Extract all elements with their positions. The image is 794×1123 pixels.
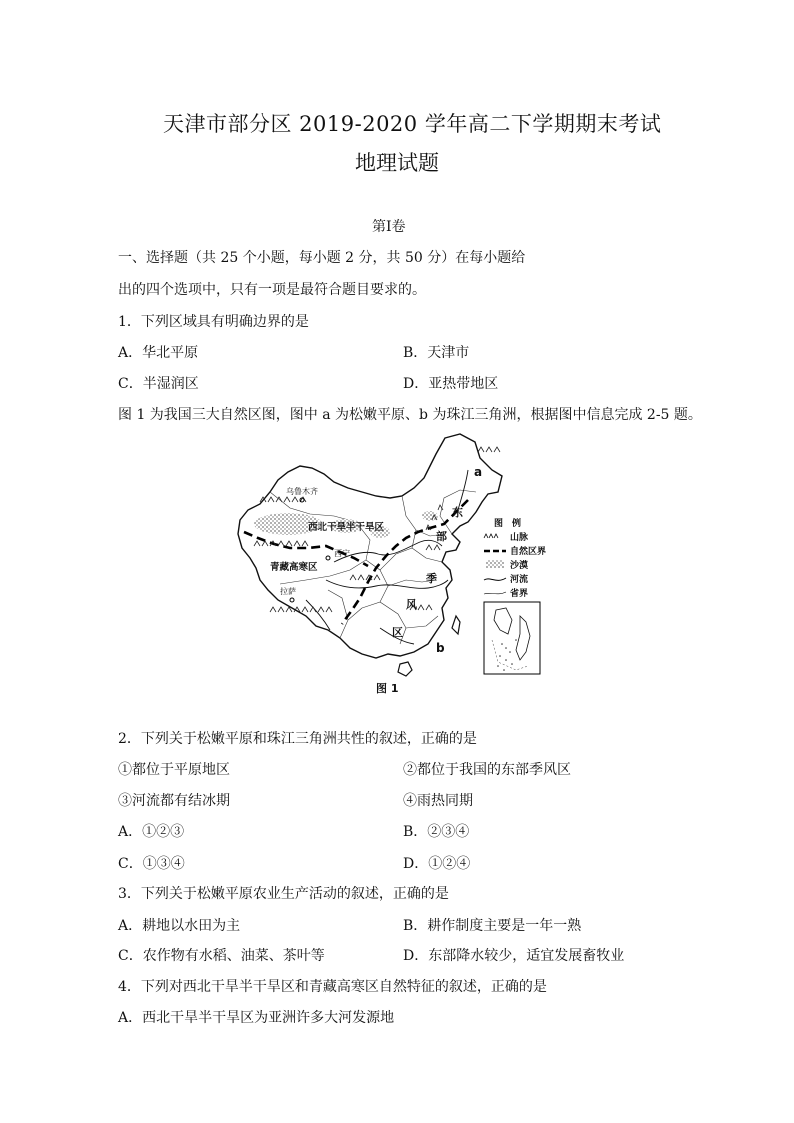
q4-stem: 4．下列对西北干旱半干旱区和青藏高寒区自然特征的叙述，正确的是: [118, 979, 547, 995]
label-east-1: 东: [452, 506, 463, 519]
q1-option-c: C．半湿润区: [118, 376, 199, 392]
q1-option-a: A．华北平原: [118, 345, 199, 361]
q2-statement-4: ④雨热同期: [403, 793, 473, 809]
china-natural-regions-map: [230, 430, 560, 698]
label-point-b: b: [436, 641, 445, 655]
instructions-line-1: 一、选择题（共 25 个小题，每小题 2 分，共 50 分）在每小题给: [118, 250, 526, 266]
subject-title: 地理试题: [355, 151, 439, 175]
figure-intro: 图 1 为我国三大自然区图，图中 a 为松嫩平原、b 为珠江三角洲，根据图中信息完成 2-5 题。: [118, 407, 702, 423]
q3-option-c: C．农作物有水稻、油菜、茶叶等: [118, 948, 325, 964]
q3-option-b: B．耕作制度主要是一年一熟: [403, 918, 582, 934]
map-legend: [484, 517, 546, 599]
lhasa-marker: [290, 598, 294, 602]
q2-statement-2: ②都位于我国的东部季风区: [403, 762, 571, 778]
legend-river: 河流: [510, 575, 529, 585]
volume-label: 第Ⅰ卷: [372, 219, 406, 235]
q1-option-d: D．亚热带地区: [403, 376, 499, 392]
legend-mountain-symbol: [484, 534, 498, 538]
label-east-2: 部: [436, 530, 447, 543]
label-northwest-region: 西北干旱半干旱区: [308, 522, 385, 533]
exam-title: 天津市部分区 2019-2020 学年高二下学期期末考试: [163, 112, 662, 136]
label-xining: 西宁: [334, 549, 350, 558]
legend-boundary: 自然区界: [510, 547, 547, 557]
label-qingzang-region: 青藏高寒区: [270, 562, 318, 573]
legend-river-symbol: [484, 578, 506, 580]
legend-title: 图 例: [494, 519, 522, 529]
legend-mountain: 山脉: [510, 533, 529, 543]
q2-option-c: C．①③④: [118, 856, 185, 872]
legend-province-symbol: [484, 592, 506, 594]
label-east-3: 季: [426, 572, 437, 585]
q3-stem: 3．下列关于松嫩平原农业生产活动的叙述，正确的是: [118, 886, 449, 902]
horqin-desert: [422, 511, 438, 521]
q1-option-b: B．天津市: [403, 345, 470, 361]
legend-desert: 沙漠: [510, 561, 529, 571]
taiwan-island: [452, 616, 460, 634]
q4-option-a: A．西北干旱半干旱区为亚洲许多大河发源地: [118, 1010, 395, 1026]
label-east-4: 风: [406, 598, 417, 611]
q2-statement-1: ①都位于平原地区: [118, 762, 230, 778]
q2-option-a: A．①②③: [118, 824, 185, 840]
figure-caption: 图 1: [376, 682, 399, 695]
south-china-sea-inset: [484, 602, 540, 674]
label-urumqi: 乌鲁木齐: [286, 487, 318, 496]
q1-stem: 1．下列区域具有明确边界的是: [118, 314, 309, 330]
q2-stem: 2．下列关于松嫩平原和珠江三角洲共性的叙述，正确的是: [118, 731, 477, 747]
q2-statement-3: ③河流都有结冰期: [118, 793, 230, 809]
q3-option-d: D．东部降水较少，适宜发展畜牧业: [403, 948, 625, 964]
q2-option-b: B．②③④: [403, 824, 470, 840]
xining-marker: [326, 556, 330, 560]
legend-desert-symbol: [486, 560, 504, 568]
hainan-island: [398, 662, 412, 676]
q2-option-d: D．①②④: [403, 856, 471, 872]
label-point-a: a: [474, 465, 483, 479]
label-east-5: 区: [392, 626, 403, 639]
label-lhasa: 拉萨: [280, 587, 296, 596]
instructions-line-2: 出的四个选项中，只有一项是最符合题目要求的。: [118, 282, 426, 298]
q3-option-a: A．耕地以水田为主: [118, 918, 241, 934]
legend-province: 省界: [510, 589, 529, 599]
